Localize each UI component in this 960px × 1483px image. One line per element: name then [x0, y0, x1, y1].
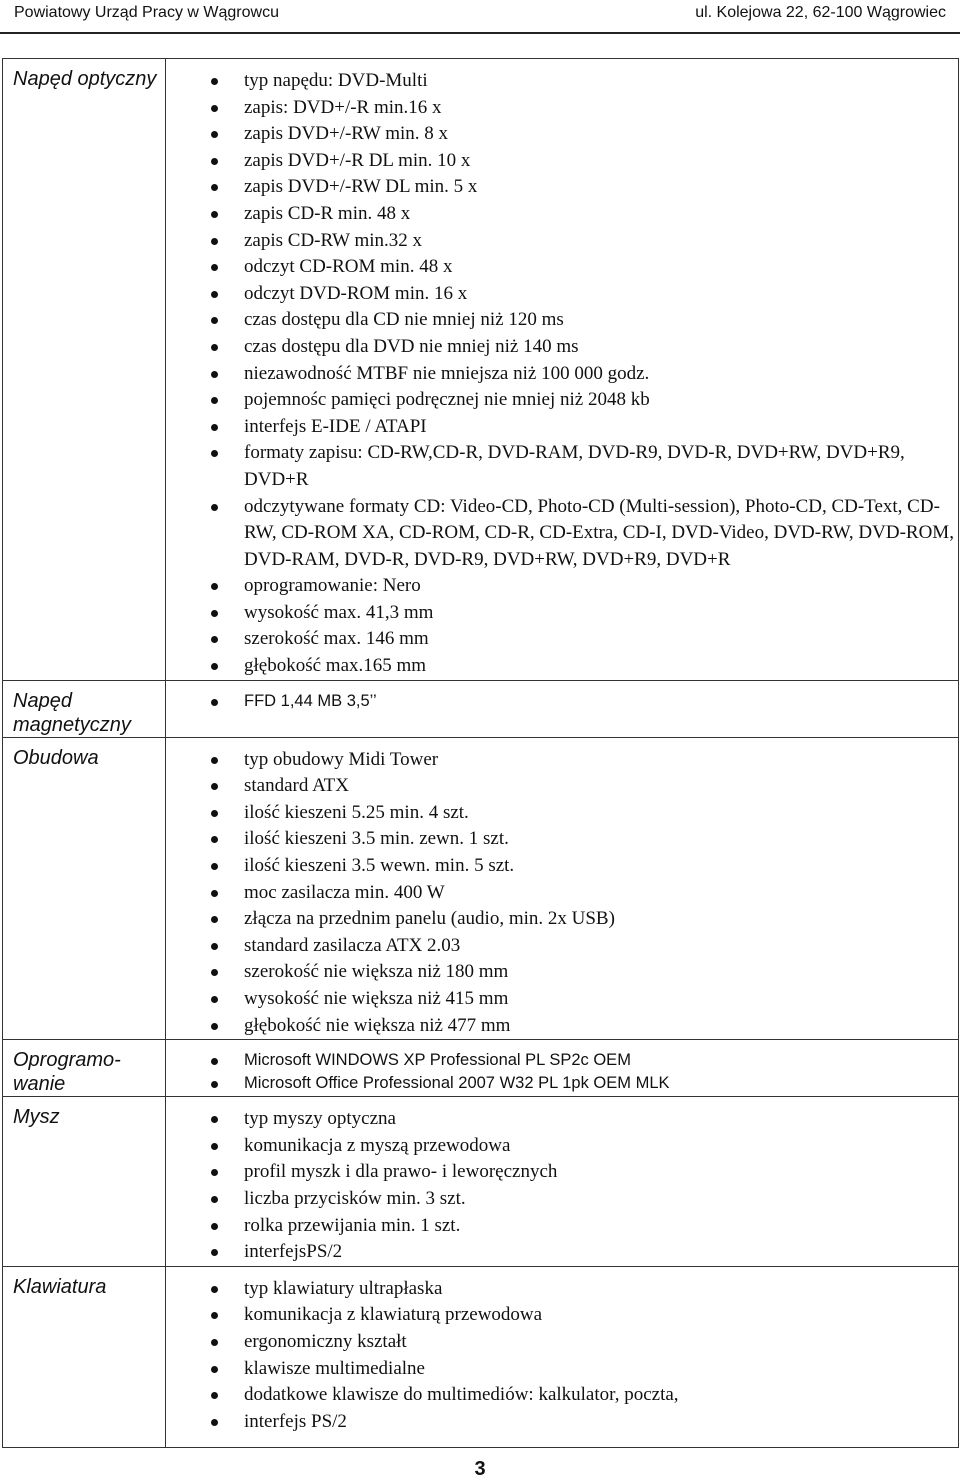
list-item: zapis DVD+/-RW min. 8 x: [166, 121, 958, 148]
list-item: czas dostępu dla CD nie mniej niż 120 ms: [166, 307, 958, 334]
list-item: standard ATX: [166, 773, 958, 800]
list-item: komunikacja z klawiaturą przewodowa: [166, 1302, 958, 1329]
list-item: zapis DVD+/-RW DL min. 5 x: [166, 174, 958, 201]
page-header: [0, 0, 960, 34]
list-item: szerokość nie większa niż 180 mm: [166, 959, 958, 986]
spec-list: [166, 68, 958, 680]
spec-row-software: [3, 1040, 959, 1097]
list-item: interfejs E-IDE / ATAPI: [166, 414, 958, 441]
row-label: Mysz: [3, 1097, 166, 1267]
spec-row-optical-drive: [3, 59, 959, 681]
list-item: zapis CD-R min. 48 x: [166, 201, 958, 228]
spec-row-floppy-drive: [3, 680, 959, 737]
list-item: ergonomiczny kształt: [166, 1329, 958, 1356]
row-items: [166, 1266, 959, 1448]
list-item: głębokość nie większa niż 477 mm: [166, 1013, 958, 1040]
list-item: odczytywane formaty CD: Video-CD, Photo-CD (Multi-session), Photo-CD, CD-Text, CD-RW, CD-ROM XA, CD-ROM, CD-R, CD-Extra, CD-I, DVD-Video, DVD-RW, DVD-ROM, DVD-RAM, DVD-R, DVD-R9, DVD+RW, DVD+R9, DVD+R: [166, 494, 958, 574]
list-item: profil myszk i dla prawo- i leworęcznych: [166, 1159, 958, 1186]
spec-row-keyboard: [3, 1266, 959, 1448]
row-label: Oprogramo-wanie: [3, 1040, 166, 1097]
list-item: liczba przycisków min. 3 szt.: [166, 1186, 958, 1213]
list-item: FFD 1,44 MB 3,5’’: [166, 690, 958, 713]
row-items: [166, 737, 959, 1040]
list-item: klawisze multimedialne: [166, 1356, 958, 1383]
list-item: typ klawiatury ultrapłaska: [166, 1276, 958, 1303]
spec-list: [166, 690, 958, 713]
list-item: typ napędu: DVD-Multi: [166, 68, 958, 95]
list-item: rolka przewijania min. 1 szt.: [166, 1213, 958, 1240]
row-label: Obudowa: [3, 737, 166, 1040]
spec-row-case: [3, 737, 959, 1040]
list-item: moc zasilacza min. 400 W: [166, 880, 958, 907]
row-label: Klawiatura: [3, 1266, 166, 1448]
row-items: [166, 1097, 959, 1267]
list-item: ilość kieszeni 3.5 wewn. min. 5 szt.: [166, 853, 958, 880]
list-item: niezawodność MTBF nie mniejsza niż 100 000 godz.: [166, 361, 958, 388]
list-item: szerokość max. 146 mm: [166, 626, 958, 653]
row-items: [166, 1040, 959, 1097]
spec-row-mouse: [3, 1097, 959, 1267]
list-item: ilość kieszeni 5.25 min. 4 szt.: [166, 800, 958, 827]
list-item: interfejsPS/2: [166, 1239, 958, 1266]
list-item: pojemnośc pamięci podręcznej nie mniej niż 2048 kb: [166, 387, 958, 414]
list-item: odczyt CD-ROM min. 48 x: [166, 254, 958, 281]
header-office-name: Powiatowy Urząd Pracy w Wągrowcu: [14, 4, 279, 21]
list-item: ilość kieszeni 3.5 min. zewn. 1 szt.: [166, 826, 958, 853]
spec-list: [166, 747, 958, 1040]
spec-list: [166, 1276, 958, 1436]
page-number: 3: [474, 1458, 486, 1480]
list-item: zapis DVD+/-R DL min. 10 x: [166, 148, 958, 175]
list-item: Microsoft WINDOWS XP Professional PL SP2c OEM: [166, 1049, 958, 1072]
spec-list: [166, 1049, 958, 1095]
list-item: standard zasilacza ATX 2.03: [166, 933, 958, 960]
row-items: [166, 680, 959, 737]
list-item: odczyt DVD-ROM min. 16 x: [166, 281, 958, 308]
list-item: zapis CD-RW min.32 x: [166, 228, 958, 255]
list-item: komunikacja z myszą przewodowa: [166, 1133, 958, 1160]
row-label: Napęd optyczny: [3, 59, 166, 681]
list-item: głębokość max.165 mm: [166, 653, 958, 680]
cell-spacer: [166, 1435, 958, 1447]
list-item: czas dostępu dla DVD nie mniej niż 140 ms: [166, 334, 958, 361]
list-item: dodatkowe klawisze do multimediów: kalkulator, poczta,: [166, 1382, 958, 1409]
row-label: Napęd magnetyczny: [3, 680, 166, 737]
list-item: typ myszy optyczna: [166, 1106, 958, 1133]
list-item: wysokość nie większa niż 415 mm: [166, 986, 958, 1013]
list-item: oprogramowanie: Nero: [166, 573, 958, 600]
list-item: wysokość max. 41,3 mm: [166, 600, 958, 627]
row-items: [166, 59, 959, 681]
list-item: formaty zapisu: CD-RW,CD-R, DVD-RAM, DVD-R9, DVD-R, DVD+RW, DVD+R9, DVD+R: [166, 440, 958, 493]
list-item: złącza na przednim panelu (audio, min. 2x USB): [166, 906, 958, 933]
list-item: Microsoft Office Professional 2007 W32 PL 1pk OEM MLK: [166, 1072, 958, 1095]
header-rule: [0, 32, 960, 34]
spec-table: [2, 58, 959, 1448]
spec-list: [166, 1106, 958, 1266]
list-item: typ obudowy Midi Tower: [166, 747, 958, 774]
list-item: zapis: DVD+/-R min.16 x: [166, 95, 958, 122]
list-item: interfejs PS/2: [166, 1409, 958, 1436]
header-address: ul. Kolejowa 22, 62-100 Wągrowiec: [695, 4, 946, 21]
